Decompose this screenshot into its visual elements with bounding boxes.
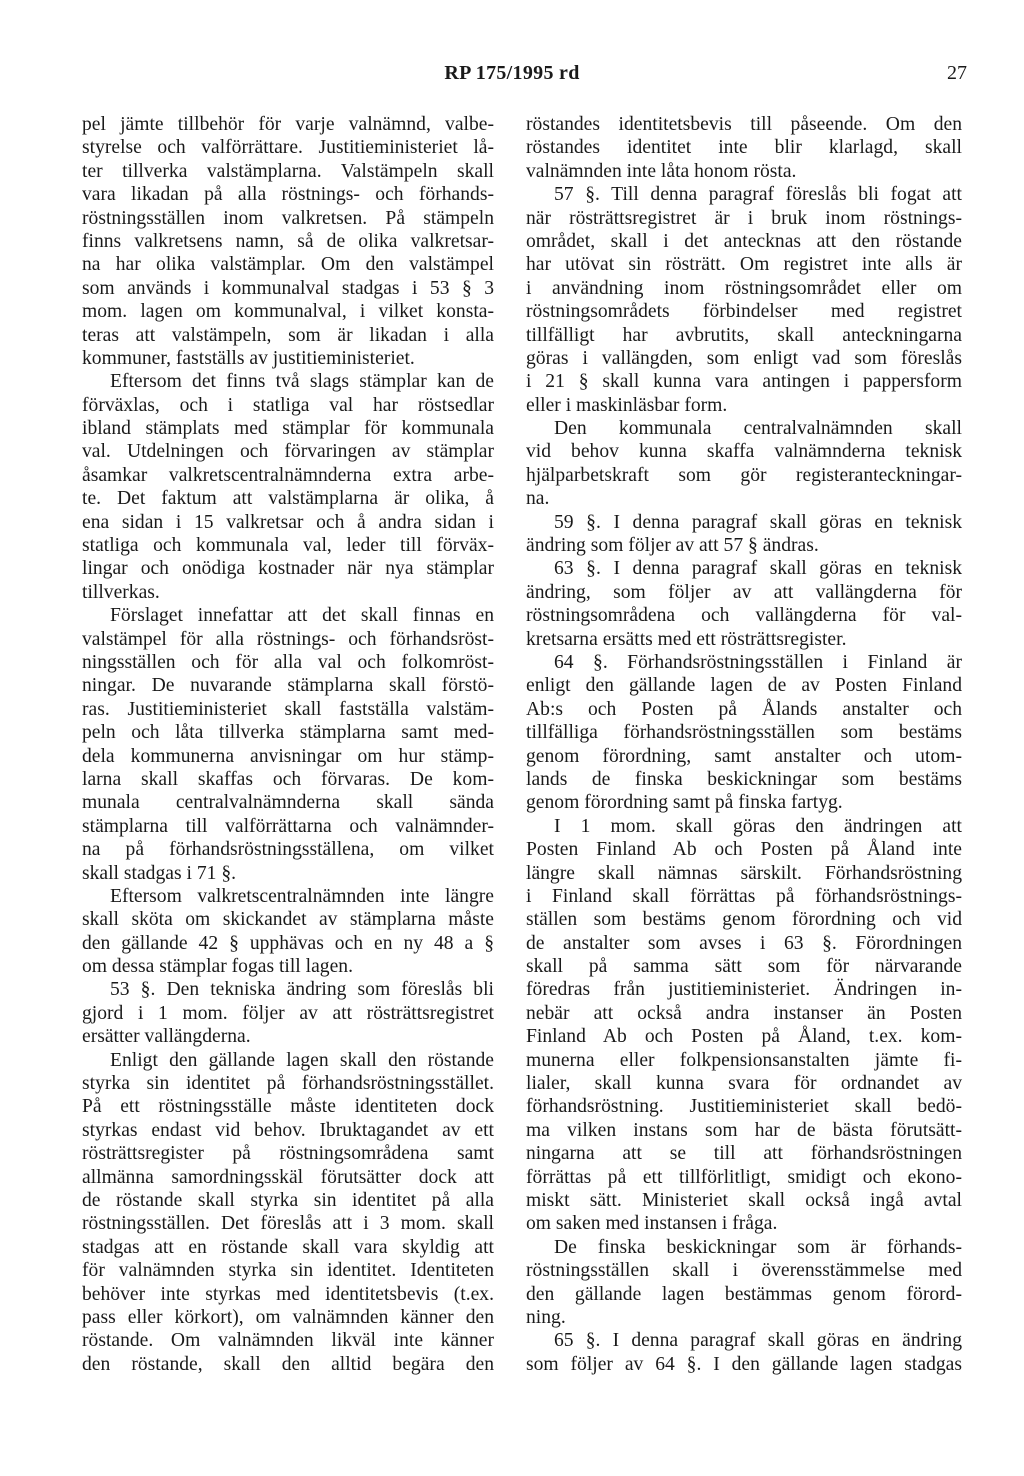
text-line: röstningsområdets förbindelser med registret bbox=[526, 301, 962, 323]
text-line: Den kommunala centralvalnämnden skall bbox=[554, 418, 962, 440]
text-line: finns valkretsens namn, så de olika valkretsar- bbox=[82, 230, 494, 252]
text-line: om dessa stämplar fogas till lagen. bbox=[82, 956, 353, 978]
text-line: lands de finska beskickningar som bestäms bbox=[526, 768, 962, 790]
text-line: de anstalter som avses i 63 §. Förordningen bbox=[526, 932, 962, 954]
left-text-column bbox=[82, 113, 494, 1376]
text-line: ningsställen och för alla val och folkomröst- bbox=[82, 651, 494, 673]
text-line: miskt sätt. Ministeriet skall också ingå avtal bbox=[526, 1189, 962, 1211]
text-line: munala centralvalnämnderna skall sända bbox=[82, 792, 494, 814]
text-line: 63 §. I denna paragraf skall göras en teknisk bbox=[554, 558, 962, 580]
text-line: kretsarna ersätts med ett rösträttsregister. bbox=[526, 628, 847, 650]
text-line: skall stadgas i 71 §. bbox=[82, 862, 237, 884]
text-line: ena sidan i 15 valkretsar och å andra sidan i bbox=[82, 511, 494, 533]
text-line: ter tillverka valstämplarna. Valstämpeln skall bbox=[82, 160, 494, 182]
text-line: Ab:s och Posten på Ålands anstalter och bbox=[526, 698, 962, 720]
text-line: skall sköta om skickandet av stämplarna måste bbox=[82, 909, 494, 931]
text-line: pel jämte tillbehör för varje valnämnd, valbe- bbox=[82, 114, 494, 135]
text-line: röstandes identitetsbevis till påseende. Om den bbox=[526, 114, 962, 135]
text-line: te. Det faktum att valstämplarna är olika, å bbox=[82, 488, 494, 510]
text-line: som används i kommunalval stadgas i 53 § 3 bbox=[82, 277, 494, 299]
text-line: behöver inte styrkas med identitetsbevis (t.ex. bbox=[82, 1283, 494, 1305]
text-line: göras i vallängden, som enligt vad som föreslås bbox=[526, 347, 962, 369]
text-line: ras. Justitieministeriet skall fastställa valstäm- bbox=[82, 698, 494, 720]
text-line: som följer av 64 §. I den gällande lagen stadgas bbox=[526, 1353, 962, 1375]
text-line: åsamkar valkretscentralnämnderna extra arbe- bbox=[82, 464, 494, 486]
text-line: larna skall skaffas och förvaras. De kom- bbox=[82, 768, 494, 790]
text-line: pass eller körkort), om valnämnden känner den bbox=[82, 1306, 494, 1328]
text-line: genom förordning, samt anstalter och utom- bbox=[526, 745, 962, 767]
text-line: tillfälliga förhandsröstningsställen som bestäms bbox=[526, 722, 962, 744]
text-line: ning. bbox=[526, 1306, 566, 1328]
text-line: om saken med instansen i fråga. bbox=[526, 1213, 778, 1235]
text-line: Posten Finland Ab och Posten på Åland inte bbox=[526, 839, 962, 861]
text-line: na har olika valstämplar. Om den valstämpel bbox=[82, 254, 494, 276]
text-line: kommuner, fastställs av justitieministeriet. bbox=[82, 347, 415, 369]
text-line: gjord i 1 mom. följer av att rösträttsregistret bbox=[82, 1002, 494, 1024]
text-line: lingar och onödiga kostnader när nya stämplar bbox=[82, 558, 494, 580]
right-text-column bbox=[526, 113, 962, 1376]
text-line: De finska beskickningar som är förhands- bbox=[554, 1236, 962, 1258]
text-line: lialer, skall kunna svara för ordnandet av bbox=[526, 1073, 962, 1095]
text-line: röstningsställen. Det föreslås att i 3 mom. skall bbox=[82, 1213, 494, 1235]
text-line: röstningsställen inom valkretsen. På stämpeln bbox=[82, 207, 494, 229]
text-line: när rösträttsregistret är i bruk inom röstnings- bbox=[526, 207, 962, 229]
text-line: förrättas på ett tillförlitligt, smidigt och ekono- bbox=[526, 1166, 962, 1188]
text-line: na på förhandsröstningsställena, om vilket bbox=[82, 839, 494, 861]
page-number: 27 bbox=[947, 62, 967, 84]
text-line: förhandsröstning. Justitieministeriet skall bedö- bbox=[526, 1096, 962, 1118]
text-line: ibland stämplats med stämplar för kommunala bbox=[82, 418, 494, 440]
text-line: 65 §. I denna paragraf skall göras en ändring bbox=[554, 1330, 962, 1352]
text-line: ma vilken instans som har de bästa förutsätt- bbox=[526, 1119, 962, 1141]
text-line: teras att valstämpeln, som är likadan i alla bbox=[82, 324, 494, 346]
text-line: har utövat sin rösträtt. Om registret inte alls är bbox=[526, 254, 962, 276]
text-line: ändring, som följer av att vallängderna för bbox=[526, 581, 962, 603]
text-line: ändring som följer av att 57 § ändras. bbox=[526, 535, 819, 557]
text-line: nebär att också andra instanser än Posten bbox=[526, 1002, 962, 1024]
text-line: valstämpel för alla röstnings- och förhandsröst- bbox=[82, 628, 494, 650]
text-line: ställen som bestäms genom förordning och vid bbox=[526, 909, 962, 931]
text-line: skall på samma sätt som för närvarande bbox=[526, 956, 962, 978]
text-line: Förslaget innefattar att det skall finnas en bbox=[110, 605, 494, 627]
text-line: rösträttsregister på röstningsområdena samt bbox=[82, 1143, 494, 1165]
text-line: styrka sin identitet på förhandsröstningsstället. bbox=[82, 1073, 494, 1095]
text-line: På ett röstningsställe måste identiteten dock bbox=[82, 1096, 494, 1118]
text-line: val. Utdelningen och förvaringen av stämplar bbox=[82, 441, 494, 463]
text-line: den gällande 42 § upphävas och en ny 48 a § bbox=[82, 932, 494, 954]
text-line: 53 §. Den tekniska ändring som föreslås bli bbox=[110, 979, 494, 1001]
text-line: valnämnden inte låta honom rösta. bbox=[526, 160, 797, 182]
text-line: röstande. Om valnämnden likväl inte känner bbox=[82, 1330, 494, 1352]
text-line: styrelse och valförrättare. Justitieministeriet lå- bbox=[82, 137, 494, 159]
text-line: i 21 § skall kunna vara antingen i pappersform bbox=[526, 371, 962, 393]
text-line: 64 §. Förhandsröstningsställen i Finland är bbox=[554, 651, 962, 673]
text-line: stadgas att en röstande skall vara skyldig att bbox=[82, 1236, 494, 1258]
text-line: den röstande, skall den alltid begära den bbox=[82, 1353, 494, 1375]
text-line: 59 §. I denna paragraf skall göras en teknisk bbox=[554, 511, 962, 533]
text-line: Eftersom det finns två slags stämplar kan de bbox=[110, 371, 494, 393]
text-line: tillfälligt har avbrutits, skall anteckningarna bbox=[526, 324, 962, 346]
text-line: statliga och kommunala val, leder till förväx- bbox=[82, 535, 494, 557]
text-line: stämplarna till valförrättarna och valnämnder- bbox=[82, 815, 494, 837]
text-line: vara likadan på alla röstnings- och förhands- bbox=[82, 184, 494, 206]
text-line: mom. lagen om kommunalval, i vilket konsta- bbox=[82, 301, 494, 323]
text-line: munerna eller folkpensionsanstalten jämte fi- bbox=[526, 1049, 962, 1071]
text-line: i Finland skall förrättas på förhandsröstnings- bbox=[526, 885, 962, 907]
text-line: Enligt den gällande lagen skall den röstande bbox=[110, 1049, 494, 1071]
page-header-title: RP 175/1995 rd bbox=[444, 62, 580, 84]
text-line: för valnämnden styrka sin identitet. Identiteten bbox=[82, 1260, 494, 1282]
text-line: styrkas endast vid behov. Ibruktagandet av ett bbox=[82, 1119, 494, 1141]
text-line: de röstande skall styrka sin identitet på alla bbox=[82, 1189, 494, 1211]
text-line: förväxlas, och i statliga val har röstsedlar bbox=[82, 394, 494, 416]
text-line: ningar. De nuvarande stämplarna skall förstö- bbox=[82, 675, 494, 697]
text-line: Eftersom valkretscentralnämnden inte längre bbox=[110, 885, 494, 907]
text-line: dela kommunerna anvisningar om hur stämp- bbox=[82, 745, 494, 767]
text-line: hjälparbetskraft som gör registeranteckningar- bbox=[526, 464, 962, 486]
text-line: ersätter vallängderna. bbox=[82, 1026, 251, 1048]
text-line: 57 §. Till denna paragraf föreslås bli fogat att bbox=[554, 184, 962, 206]
text-line: tillverkas. bbox=[82, 581, 160, 603]
text-line: området, skall i det antecknas att den röstande bbox=[526, 230, 962, 252]
text-line: föredras från justitieministeriet. Ändringen in- bbox=[526, 979, 962, 1001]
text-line: ningarna att se till att förhandsröstningen bbox=[526, 1143, 962, 1165]
text-line: röstandes identitet inte blir klarlagd, skall bbox=[526, 137, 962, 159]
text-line: den gällande lagen bestämmas genom förord- bbox=[526, 1283, 962, 1305]
text-line: na. bbox=[526, 488, 550, 510]
text-line: I 1 mom. skall göras den ändringen att bbox=[554, 815, 962, 837]
text-line: Finland Ab och Posten på Åland, t.ex. kom- bbox=[526, 1026, 962, 1048]
text-line: eller i maskinläsbar form. bbox=[526, 394, 728, 416]
text-line: enligt den gällande lagen de av Posten Finland bbox=[526, 675, 962, 697]
text-line: genom förordning samt på finska fartyg. bbox=[526, 792, 843, 814]
text-line: röstningsområdena och vallängderna för val- bbox=[526, 605, 962, 627]
text-line: i användning inom röstningsområdet eller om bbox=[526, 277, 962, 299]
text-line: röstningsställen skall i överensstämmelse med bbox=[526, 1260, 962, 1282]
text-line: vid behov kunna skaffa valnämnderna teknisk bbox=[526, 441, 962, 463]
text-line: allmänna samordningsskäl förutsätter dock att bbox=[82, 1166, 494, 1188]
text-line: peln och låta tillverka stämplarna samt med- bbox=[82, 722, 494, 744]
text-line: längre skall nämnas särskilt. Förhandsröstning bbox=[526, 862, 962, 884]
